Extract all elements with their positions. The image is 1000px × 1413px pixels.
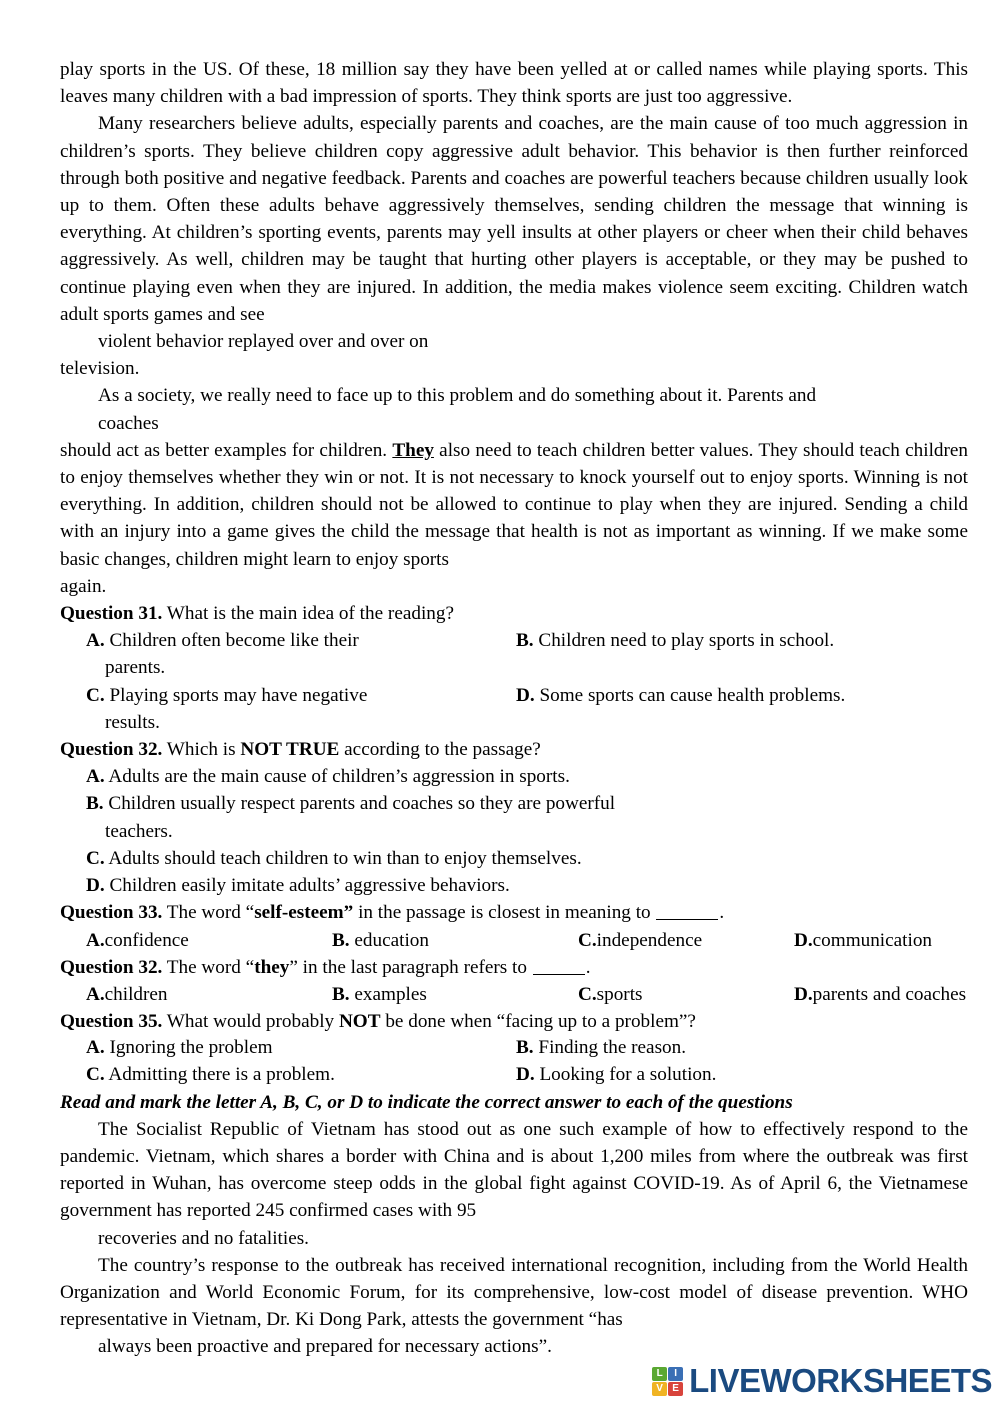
paragraph-text: As a society, we really need to face up to this problem and do something about it. Parents and	[98, 385, 817, 407]
options-q31	[60, 627, 968, 736]
question-stem-q32a	[60, 736, 968, 763]
option-q35-a[interactable]	[86, 1035, 516, 1062]
logo-tile-i: I	[668, 1367, 683, 1381]
option-text: examples	[354, 983, 427, 1005]
option-q32b-b[interactable]	[332, 981, 578, 1008]
paragraph-p2	[60, 110, 968, 355]
live-tiles-icon	[652, 1367, 683, 1396]
question-stem-q35	[60, 1008, 968, 1035]
option-text: Some sports can cause health problems.	[539, 684, 846, 706]
question-label: Question 33.	[60, 902, 163, 924]
logo-tile-e: E	[668, 1382, 683, 1396]
option-q33-d[interactable]	[794, 927, 968, 954]
option-letter: D.	[794, 983, 813, 1005]
question-label: Question 31.	[60, 603, 163, 625]
logo-tile-v: V	[652, 1382, 667, 1396]
option-text: Children need to play sports in school.	[538, 630, 835, 652]
option-letter: A.	[86, 929, 105, 951]
document-page	[60, 56, 968, 1361]
logo-wordmark: LIVEWORKSHEETS	[689, 1362, 992, 1399]
option-q32a-d[interactable]	[86, 872, 968, 899]
option-letter: B.	[516, 630, 534, 652]
option-text: Looking for a solution.	[539, 1063, 717, 1085]
option-q31-d[interactable]	[516, 682, 968, 736]
option-q31-c[interactable]	[86, 682, 516, 736]
option-q32a-a[interactable]	[86, 763, 968, 790]
paragraph-text: television.	[60, 358, 140, 380]
options-q32a	[60, 763, 968, 899]
option-q32b-a[interactable]	[86, 981, 332, 1008]
paragraph-text: Many researchers believe adults, especially parents and coaches, are the main cause of too much aggression in children’s sports. They believe children copy aggressive adult behavior. This behavior is then further reinforced through both positive and negative feedback. Parents and coaches are powerful teachers because children usually look up to them. Often these adults behave aggressively themselves, sending children the message that winning is everything. At children’s sporting events, parents may yell insults at other players or cheer when their child behaves aggressively. As well, children may be taught that hurting other players is acceptable, or they may be pushed to continue playing even when they are injured. In addition, the media makes violence seem exciting. Children watch adult sports games and see	[60, 113, 968, 325]
emphasis-they: they	[254, 956, 290, 978]
option-text: education	[354, 929, 429, 951]
option-text: confidence	[104, 929, 189, 951]
paragraph-text: The country’s response to the outbreak has received international recognition, including from the World Health Organization and World Economic Forum, for its comprehensive, low-cost model of disease prevention. WHO representative in Vietnam, Dr. Ki Dong Park, attests the government “has	[60, 1254, 968, 1331]
paragraph-tail: violent behavior replayed over and over on	[98, 331, 429, 353]
emphasis-self-esteem: self-esteem”	[254, 902, 354, 924]
option-q35-b[interactable]	[516, 1035, 968, 1062]
question-stem-q31	[60, 600, 968, 627]
paragraph-p5	[60, 437, 968, 600]
paragraph-tail: always been proactive and prepared for necessary actions”.	[98, 1336, 552, 1358]
question-stem-q32b	[60, 954, 968, 981]
option-text: Finding the reason.	[538, 1037, 687, 1059]
question-stem-text: be done when “facing up to a problem”?	[380, 1011, 696, 1033]
option-q33-c[interactable]	[578, 927, 794, 954]
option-letter: C.	[578, 983, 597, 1005]
paragraph-p4	[60, 382, 968, 436]
option-text: Children easily imitate adults’ aggressive behaviors.	[109, 875, 510, 897]
question-label: Question 32.	[60, 739, 163, 761]
question-stem-text: What would probably	[162, 1011, 339, 1033]
option-text: parents and coaches	[812, 983, 967, 1005]
paragraph-p6	[60, 1116, 968, 1252]
options-q33	[60, 927, 968, 954]
paragraph-tail: recoveries and no fatalities.	[98, 1227, 309, 1249]
option-q33-b[interactable]	[332, 927, 578, 954]
paragraph-tail: again.	[60, 575, 107, 597]
options-q32b	[60, 981, 968, 1008]
question-stem-text: ” in the last paragraph refers to	[289, 956, 532, 978]
question-stem-text: .	[585, 956, 591, 978]
answer-blank[interactable]	[656, 919, 718, 920]
option-letter: A.	[86, 630, 105, 652]
question-stem-text: Which is	[162, 739, 241, 761]
option-text: communication	[812, 929, 933, 951]
paragraph-text: The Socialist Republic of Vietnam has stood out as one such example of how to effectively respond to the pandemic. Vietnam, which shares a border with China and is about 1,200 miles from where the outbreak was first reported in Wuhan, has overcome steep odds in the global fight against COVID-19. As of April 6, the Vietnamese government has reported 245 confirmed cases with 95	[60, 1118, 968, 1222]
option-text: sports	[596, 983, 643, 1005]
option-letter: B.	[332, 983, 350, 1005]
paragraph-p1	[60, 56, 968, 110]
emphasis-not: NOT	[338, 1011, 381, 1033]
paragraph-segment: should act as better examples for children.	[60, 439, 393, 461]
option-letter: D.	[516, 1063, 535, 1085]
option-q32a-c[interactable]	[86, 845, 968, 872]
emphasis-not-true: NOT TRUE	[240, 739, 340, 761]
question-stem-text: What is the main idea of the reading?	[162, 603, 454, 625]
option-text: children	[104, 983, 168, 1005]
option-q31-b[interactable]	[516, 627, 968, 681]
option-letter: A.	[86, 766, 105, 788]
answer-blank[interactable]	[533, 974, 585, 975]
option-text: Playing sports may have negative	[109, 684, 368, 706]
paragraph-tail: coaches	[98, 412, 159, 434]
logo-tile-l: L	[652, 1367, 667, 1381]
option-text: independence	[596, 929, 703, 951]
option-q35-c[interactable]	[86, 1062, 516, 1089]
option-q35-d[interactable]	[516, 1062, 968, 1089]
highlighted-word-they: They	[392, 439, 434, 461]
liveworksheets-logo[interactable]	[652, 1364, 992, 1398]
question-label: Question 35.	[60, 1011, 163, 1033]
options-q35	[60, 1035, 968, 1088]
question-stem-text: The word “	[162, 902, 255, 924]
question-label: Question 32.	[60, 956, 163, 978]
option-text-wrap: teachers.	[105, 820, 173, 842]
option-letter: C.	[86, 684, 105, 706]
option-letter: B.	[86, 793, 104, 815]
paragraph-p3	[60, 355, 968, 382]
option-letter: B.	[516, 1037, 534, 1059]
paragraph-text: play sports in the US. Of these, 18 million say they have been yelled at or called names while playing sports. This leaves many children with a bad impression of sports. They think sports are just too aggressive.	[60, 59, 968, 108]
option-letter: A.	[86, 1037, 105, 1059]
option-q32b-c[interactable]	[578, 981, 794, 1008]
option-letter: B.	[332, 929, 350, 951]
option-text: Children often become like their	[109, 630, 359, 652]
option-letter: D.	[794, 929, 813, 951]
option-q31-a[interactable]	[86, 627, 516, 681]
option-q32b-d[interactable]	[794, 981, 968, 1008]
paragraph-segment: also need to teach children better values. They should teach children to enjoy themselves whether they win or not. It is not necessary to knock yourself out to enjoy sports. Winning is not everything. In addition, children should not be allowed to continue to play when they are injured. Sending a child with an injury into a game gives the child the message that health is not as important as winning. If we make some basic changes, children might learn to enjoy sports	[60, 439, 968, 570]
option-letter: C.	[578, 929, 597, 951]
option-letter: D.	[86, 875, 105, 897]
option-text: Ignoring the problem	[109, 1037, 273, 1059]
reading-instruction: Read and mark the letter A, B, C, or D to indicate the correct answer to each of the questions	[60, 1091, 793, 1113]
question-stem-text: in the passage is closest in meaning to	[353, 902, 656, 924]
question-stem-q33	[60, 899, 968, 926]
option-letter: A.	[86, 983, 105, 1005]
option-q32a-b[interactable]	[86, 790, 968, 844]
question-stem-text: according to the passage?	[339, 739, 541, 761]
option-text: Children usually respect parents and coaches so they are powerful	[108, 793, 616, 815]
option-text: Admitting there is a problem.	[108, 1063, 335, 1085]
paragraph-p7	[60, 1252, 968, 1361]
question-stem-text: .	[719, 902, 725, 924]
option-letter: C.	[86, 847, 105, 869]
option-text-wrap: parents.	[105, 657, 166, 679]
option-text: Adults should teach children to win than to enjoy themselves.	[108, 847, 582, 869]
option-q33-a[interactable]	[86, 927, 332, 954]
question-stem-text: The word “	[162, 956, 255, 978]
option-text-wrap: results.	[105, 711, 160, 733]
page-footer	[0, 1358, 1000, 1413]
option-text: Adults are the main cause of children’s aggression in sports.	[108, 766, 570, 788]
option-letter: D.	[516, 684, 535, 706]
option-letter: C.	[86, 1063, 105, 1085]
